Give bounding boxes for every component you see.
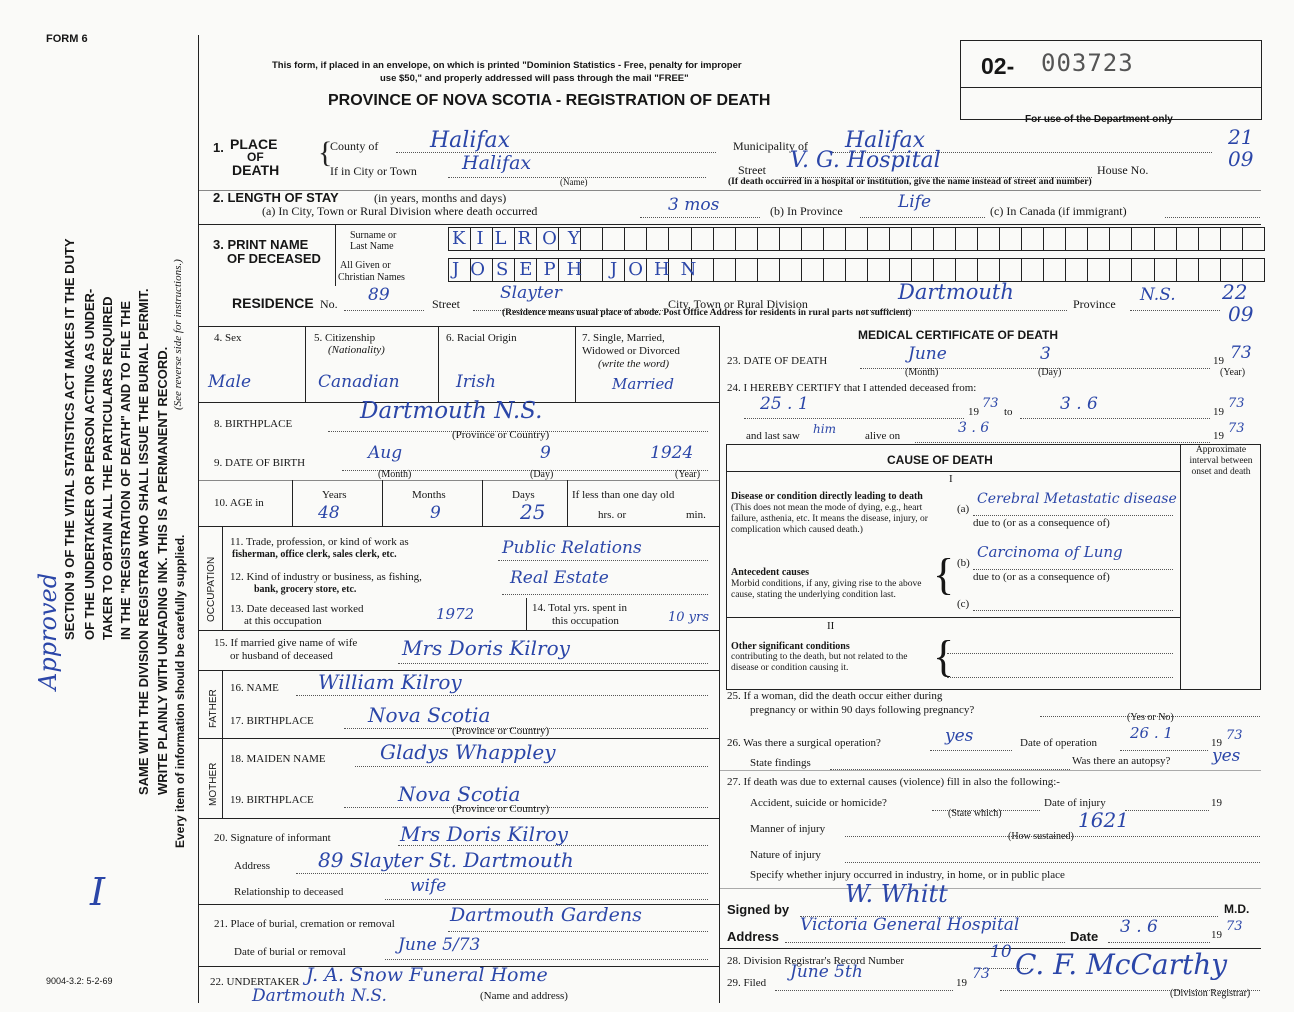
- age-months-label: Months: [412, 489, 446, 501]
- dept-code-c: 22: [1222, 280, 1248, 304]
- certificate-year-prefix: 19: [1211, 929, 1222, 941]
- stay-b-value: Life: [898, 192, 932, 212]
- dept-code-a: 21: [1228, 125, 1254, 149]
- operation-date-value: 26 . 1: [1130, 724, 1173, 742]
- father-side-label: FATHER: [208, 689, 219, 728]
- citizenship-label: 5. Citizenship: [314, 332, 376, 344]
- record-number-label: 28. Division Registrar's Record Number: [727, 955, 905, 967]
- filed-label: 29. Filed: [727, 977, 767, 989]
- dob-year-caption: (Year): [675, 469, 701, 480]
- name-heading: 3. PRINT NAME: [213, 237, 309, 252]
- autopsy-value: yes: [1212, 746, 1241, 766]
- margin-line6: WRITE PLAINLY WITH UNFADING INK. THIS IS A PERMANENT RECORD.: [155, 346, 170, 795]
- stay-a-label: (a) In City, Town or Rural Division where death occurred: [262, 204, 538, 218]
- dob-year: 1924: [650, 443, 694, 463]
- trade-label: 11. Trade, profession, or kind of work as: [230, 536, 409, 548]
- residence-city-label: City, Town or Rural Division: [668, 297, 808, 311]
- age-years-label: Years: [322, 489, 347, 501]
- part1-label: I: [949, 473, 953, 485]
- form-title: PROVINCE OF NOVA SCOTIA - REGISTRATION OF DEATH: [328, 92, 771, 109]
- father-name-value: William Kilroy: [318, 670, 462, 694]
- medical-heading: MEDICAL CERTIFICATE OF DEATH: [858, 328, 1058, 342]
- father-name-label: 16. NAME: [230, 682, 279, 694]
- marital-label2: Widowed or Divorced: [582, 345, 680, 357]
- given-value: JOSEPH JOHN: [452, 259, 708, 280]
- autopsy-label: Was there an autopsy?: [1072, 755, 1171, 767]
- racial-label: 6. Racial Origin: [446, 332, 517, 344]
- operation-date-label: Date of operation: [1020, 737, 1097, 749]
- informant-address-value: 89 Slayter St. Dartmouth: [318, 848, 574, 872]
- filed-year-prefix: 19: [956, 977, 967, 989]
- operation-year: 73: [1226, 728, 1243, 743]
- stay-a-value: 3 mos: [668, 195, 720, 215]
- informant-address-label: Address: [234, 860, 271, 872]
- birthplace-label: 8. BIRTHPLACE: [214, 418, 293, 430]
- place-heading-death: DEATH: [232, 162, 280, 178]
- registration-prefix: 02-: [981, 53, 1015, 79]
- state-which-caption: (State which): [948, 808, 1002, 819]
- hrs-label: hrs. or: [598, 509, 627, 521]
- to-label: to: [1004, 406, 1013, 418]
- occupation-side-label: OCCUPATION: [206, 556, 217, 622]
- dob-day: 9: [540, 443, 551, 463]
- informant-label: 20. Signature of informant: [214, 832, 331, 844]
- due-to-label-b: due to (or as a consequence of): [973, 571, 1110, 583]
- residence-no-value: 89: [368, 285, 390, 305]
- physician-address-value: Victoria General Hospital: [800, 915, 1020, 935]
- given-label: All Given or: [340, 260, 391, 271]
- dod-day: 3: [1040, 344, 1051, 364]
- certificate-date-label: Date: [1070, 929, 1099, 944]
- nature-label: Nature of injury: [750, 849, 821, 861]
- spouse-label2: or husband of deceased: [230, 650, 333, 662]
- dod-year-prefix: 19: [1213, 355, 1224, 367]
- filed-value: June 5th: [790, 962, 863, 982]
- dod-month: June: [908, 344, 947, 364]
- pregnancy-label2: pregnancy or within 90 days following pregnancy?: [750, 704, 975, 716]
- cause-b-value: Carcinoma of Lung: [977, 543, 1123, 561]
- racial-value: Irish: [456, 372, 496, 392]
- registration-number-box: [960, 40, 1262, 120]
- stay-heading: 2. LENGTH OF STAY: [213, 190, 339, 205]
- burial-place-value: Dartmouth Gardens: [450, 904, 642, 926]
- total-years-value: 10 yrs: [668, 610, 709, 625]
- to-year-prefix: 19: [1213, 406, 1224, 418]
- dod-year-caption: (Year): [1220, 367, 1246, 378]
- burial-date-label: Date of burial or removal: [234, 946, 346, 958]
- citizenship-value: Canadian: [318, 372, 400, 392]
- county-label: County of: [330, 139, 379, 153]
- father-birthplace-value: Nova Scotia: [368, 703, 491, 727]
- cause-c-label: (c): [957, 598, 970, 610]
- undertaker-value2: Dartmouth N.S.: [252, 986, 387, 1006]
- burial-date-value: June 5/73: [398, 935, 481, 955]
- last-worked-label2: at this occupation: [244, 615, 322, 627]
- pregnancy-label: 25. If a woman, did the death occur either during: [727, 690, 943, 702]
- mail-notice-line2: use $50," and properly addressed will pass through the mail "FREE": [380, 73, 689, 84]
- min-label: min.: [686, 509, 706, 521]
- surname-value: KILROY: [452, 228, 591, 249]
- cause-of-death-box: CAUSE OF DEATH Approximate interval between onset and death I Disease or condition directly leading to death (This does not mean the mode of dying, e.g., heart failure, asthenia, etc. It means the disease, injury, or complication which caused death.) (a) Cerebral Metastatic disease due to (or as a consequence of) Antecedent causes Morbid conditions, if any, giving rise to the above cause, stating the underlying condition last. { (b) Carcinoma of Lung due to (or as a consequence of) (c) II Other significant conditions contributing to the death, but not related to the disease or condition causing it. {: [726, 444, 1261, 690]
- residence-no-label: No.: [320, 297, 338, 311]
- county-value: Halifax: [430, 128, 511, 153]
- dob-month: Aug: [368, 443, 403, 463]
- surname-label: Surname or: [350, 230, 397, 241]
- direct-cause-label: Disease or condition directly leading to death: [731, 491, 923, 502]
- industry-label: 12. Kind of industry or business, as fishing,: [230, 571, 422, 583]
- record-number-value: 10: [990, 942, 1012, 962]
- dob-label: 9. DATE OF BIRTH: [214, 457, 306, 469]
- street-value: V. G. Hospital: [790, 148, 941, 173]
- mother-birthplace-value: Nova Scotia: [398, 782, 521, 806]
- father-birthplace-caption: (Province or Country): [452, 725, 550, 737]
- sex-value: Male: [208, 372, 252, 392]
- cause-a-label: (a): [957, 503, 970, 515]
- antecedent-label: Antecedent causes: [731, 567, 810, 578]
- mail-notice-line1: This form, if placed in an envelope, on which is printed "Dominion Statistics - Free, penalty for improper: [272, 60, 742, 71]
- dod-label: 23. DATE OF DEATH: [727, 355, 828, 367]
- citizenship-label2: (Nationality): [328, 344, 385, 356]
- alive-year-prefix: 19: [1213, 430, 1224, 442]
- age-months-value: 9: [430, 503, 441, 523]
- dod-month-caption: (Month): [905, 367, 939, 378]
- dob-month-caption: (Month): [378, 469, 412, 480]
- attended-to: 3 . 6: [1060, 394, 1098, 414]
- industry-label2: bank, grocery store, etc.: [254, 584, 357, 595]
- marital-value: Married: [612, 375, 674, 393]
- mother-side-label: MOTHER: [208, 762, 219, 806]
- margin-line2: OF THE UNDERTAKER OR PERSON ACTING AS UNDER-: [82, 288, 97, 640]
- street-label: Street: [738, 163, 766, 177]
- birthplace-caption: (Province or Country): [452, 429, 550, 441]
- residence-street-label: Street: [432, 297, 460, 311]
- birthplace-value: Dartmouth N.S.: [360, 398, 543, 424]
- registration-number: 003723: [1041, 49, 1134, 77]
- last-saw-label: and last saw: [746, 430, 800, 442]
- margin-line4: IN THE "REGISTRATION OF DEATH" AND TO FILE THE: [118, 300, 133, 640]
- trade-label2: fisherman, office clerk, sales clerk, etc.: [232, 549, 397, 560]
- alive-year: 73: [1228, 421, 1245, 436]
- yesno-caption: (Yes or No): [1127, 712, 1174, 723]
- undertaker-value: J. A. Snow Funeral Home: [306, 964, 548, 986]
- alive-on-label: alive on: [865, 430, 901, 442]
- form-code: 9004-3.2: 5-2-69: [46, 976, 113, 986]
- physician-address-label: Address: [727, 929, 780, 944]
- from-year: 73: [982, 396, 999, 411]
- place-heading: PLACE: [230, 136, 278, 152]
- city-label: If in City or Town: [330, 164, 417, 178]
- name-caption: (Name): [560, 177, 588, 187]
- burial-place-label: 21. Place of burial, cremation or removal: [214, 918, 395, 930]
- external-causes-label: 27. If death was due to external causes (violence) fill in also the following:-: [727, 776, 1060, 788]
- trade-value: Public Relations: [502, 538, 642, 558]
- last-worked-value: 1972: [436, 605, 475, 623]
- attended-from: 25 . 1: [760, 394, 809, 414]
- surgical-value: yes: [945, 726, 974, 746]
- operation-year-prefix: 19: [1211, 737, 1222, 749]
- manner-value: 1621: [1078, 808, 1129, 832]
- marital-label3: (write the word): [598, 358, 670, 370]
- street-caption: (If death occurred in a hospital or institution, give the name instead of street and number): [728, 177, 1092, 187]
- margin-line5: SAME WITH THE DIVISION REGISTRAR WHO SHALL ISSUE THE BURIAL PERMIT.: [136, 288, 151, 795]
- mother-birthplace-label: 19. BIRTHPLACE: [230, 794, 314, 806]
- surgical-label: 26. Was there a surgical operation?: [727, 737, 881, 749]
- form-number: FORM 6: [46, 33, 88, 45]
- margin-mark: I: [90, 870, 106, 914]
- undertaker-caption: (Name and address): [480, 990, 568, 1002]
- maiden-name-label: 18. MAIDEN NAME: [230, 753, 326, 765]
- certificate-year: 73: [1226, 919, 1243, 934]
- department-use-label: For use of the Department only: [1025, 114, 1173, 125]
- place-number: 1.: [213, 140, 224, 155]
- residence-city-value: Dartmouth: [898, 280, 1014, 304]
- other-conditions-note: contributing to the death, but not related to the disease or condition causing it.: [731, 652, 908, 673]
- municipality-label: Municipality of: [733, 139, 808, 153]
- specify-label: Specify whether injury occurred in industry, in home, or in public place: [750, 869, 1065, 881]
- accident-label: Accident, suicide or homicide?: [750, 797, 887, 809]
- undertaker-label: 22. UNDERTAKER: [210, 976, 300, 988]
- signed-by-value: W. Whitt: [845, 880, 948, 908]
- age-label: 10. AGE in: [214, 497, 264, 509]
- age-days-label: Days: [512, 489, 535, 501]
- spouse-label: 15. If married give name of wife: [214, 637, 358, 649]
- house-label: House No.: [1097, 163, 1149, 177]
- residence-street-value: Slayter: [500, 283, 562, 303]
- injury-date-label: Date of injury: [1044, 797, 1106, 809]
- last-worked-label: 13. Date deceased last worked: [230, 603, 364, 615]
- approved-stamp: Approved: [34, 572, 62, 690]
- alive-on-value: 3 . 6: [958, 420, 990, 436]
- margin-line8: Every item of information should be carefully supplied.: [173, 534, 187, 848]
- age-days-value: 25: [520, 500, 546, 524]
- marital-label: 7. Single, Married,: [582, 332, 665, 344]
- residence-heading: RESIDENCE: [232, 295, 314, 311]
- surname-label2: Last Name: [350, 241, 394, 252]
- certificate-date-value: 3 . 6: [1120, 917, 1158, 937]
- state-findings-label: State findings: [750, 757, 811, 769]
- maiden-name-value: Gladys Whappley: [380, 740, 556, 764]
- residence-province-value: N.S.: [1140, 285, 1176, 305]
- less-than-day-label: If less than one day old: [572, 489, 675, 501]
- manner-label: Manner of injury: [750, 823, 826, 835]
- other-conditions-label: Other significant conditions: [731, 641, 850, 652]
- margin-line1: SECTION 9 OF THE VITAL STATISTICS ACT MAKES IT THE DUTY: [62, 238, 77, 640]
- relationship-value: wife: [410, 876, 447, 896]
- to-year: 73: [1228, 396, 1245, 411]
- cause-heading: CAUSE OF DEATH: [887, 453, 993, 467]
- dod-year: 73: [1230, 343, 1252, 363]
- relationship-label: Relationship to deceased: [234, 886, 344, 898]
- stay-c-label: (c) In Canada (if immigrant): [990, 204, 1127, 218]
- direct-cause-note: (This does not mean the mode of dying, e.g., heart failure, asthenia, etc. It means the disease, injury, or complication which caused death.): [731, 503, 928, 535]
- last-saw-value: him: [813, 422, 836, 436]
- spouse-value: Mrs Doris Kilroy: [402, 636, 570, 660]
- stay-heading-note: (in years, months and days): [374, 191, 507, 205]
- residence-caption: (Residence means usual place of abode. Post Office Address for residents in rural parts not sufficient): [502, 308, 912, 318]
- dod-day-caption: (Day): [1038, 367, 1062, 378]
- place-heading-of: OF: [247, 150, 264, 164]
- dept-code-b: 09: [1228, 147, 1254, 171]
- registrar-signature: C. F. McCarthy: [1015, 948, 1228, 981]
- filed-year: 73: [972, 966, 990, 982]
- cause-b-label: (b): [957, 557, 970, 569]
- registrar-caption: (Division Registrar): [1170, 988, 1251, 999]
- name-heading2: OF DECEASED: [227, 251, 321, 266]
- mother-birthplace-caption: (Province or Country): [452, 803, 550, 815]
- md-label: M.D.: [1224, 902, 1250, 916]
- signed-by-label: Signed by: [727, 902, 790, 917]
- margin-line7: (See reverse side for instructions.): [172, 259, 184, 410]
- city-value: Halifax: [462, 152, 532, 174]
- total-years-label: 14. Total yrs. spent in: [532, 602, 627, 614]
- sex-label: 4. Sex: [214, 332, 242, 344]
- cause-a-value: Cerebral Metastatic disease: [977, 491, 1177, 507]
- margin-line3: TAKER TO OBTAIN ALL THE PARTICULARS REQUIRED: [100, 296, 115, 640]
- age-years-value: 48: [318, 503, 340, 523]
- interval-heading: Approximate interval between onset and death: [1189, 445, 1253, 477]
- industry-value: Real Estate: [510, 568, 609, 588]
- antecedent-note: Morbid conditions, if any, giving rise to the above cause, stating the underlying condition last.: [731, 579, 922, 600]
- how-sustained-caption: (How sustained): [1008, 831, 1074, 842]
- residence-province-label: Province: [1073, 297, 1116, 311]
- father-birthplace-label: 17. BIRTHPLACE: [230, 715, 314, 727]
- dept-code-d: 09: [1228, 302, 1254, 326]
- stay-b-label: (b) In Province: [770, 204, 843, 218]
- informant-value: Mrs Doris Kilroy: [400, 822, 568, 846]
- total-years-label2: this occupation: [552, 615, 619, 627]
- due-to-label-a: due to (or as a consequence of): [973, 517, 1110, 529]
- from-year-prefix: 19: [968, 406, 979, 418]
- given-label2: Christian Names: [338, 272, 405, 283]
- part2-label: II: [827, 620, 835, 632]
- municipality-value: Halifax: [845, 128, 926, 153]
- certify-label: 24. I HEREBY CERTIFY that I attended deceased from:: [727, 382, 977, 394]
- injury-year-prefix: 19: [1211, 797, 1222, 809]
- dob-day-caption: (Day): [530, 469, 554, 480]
